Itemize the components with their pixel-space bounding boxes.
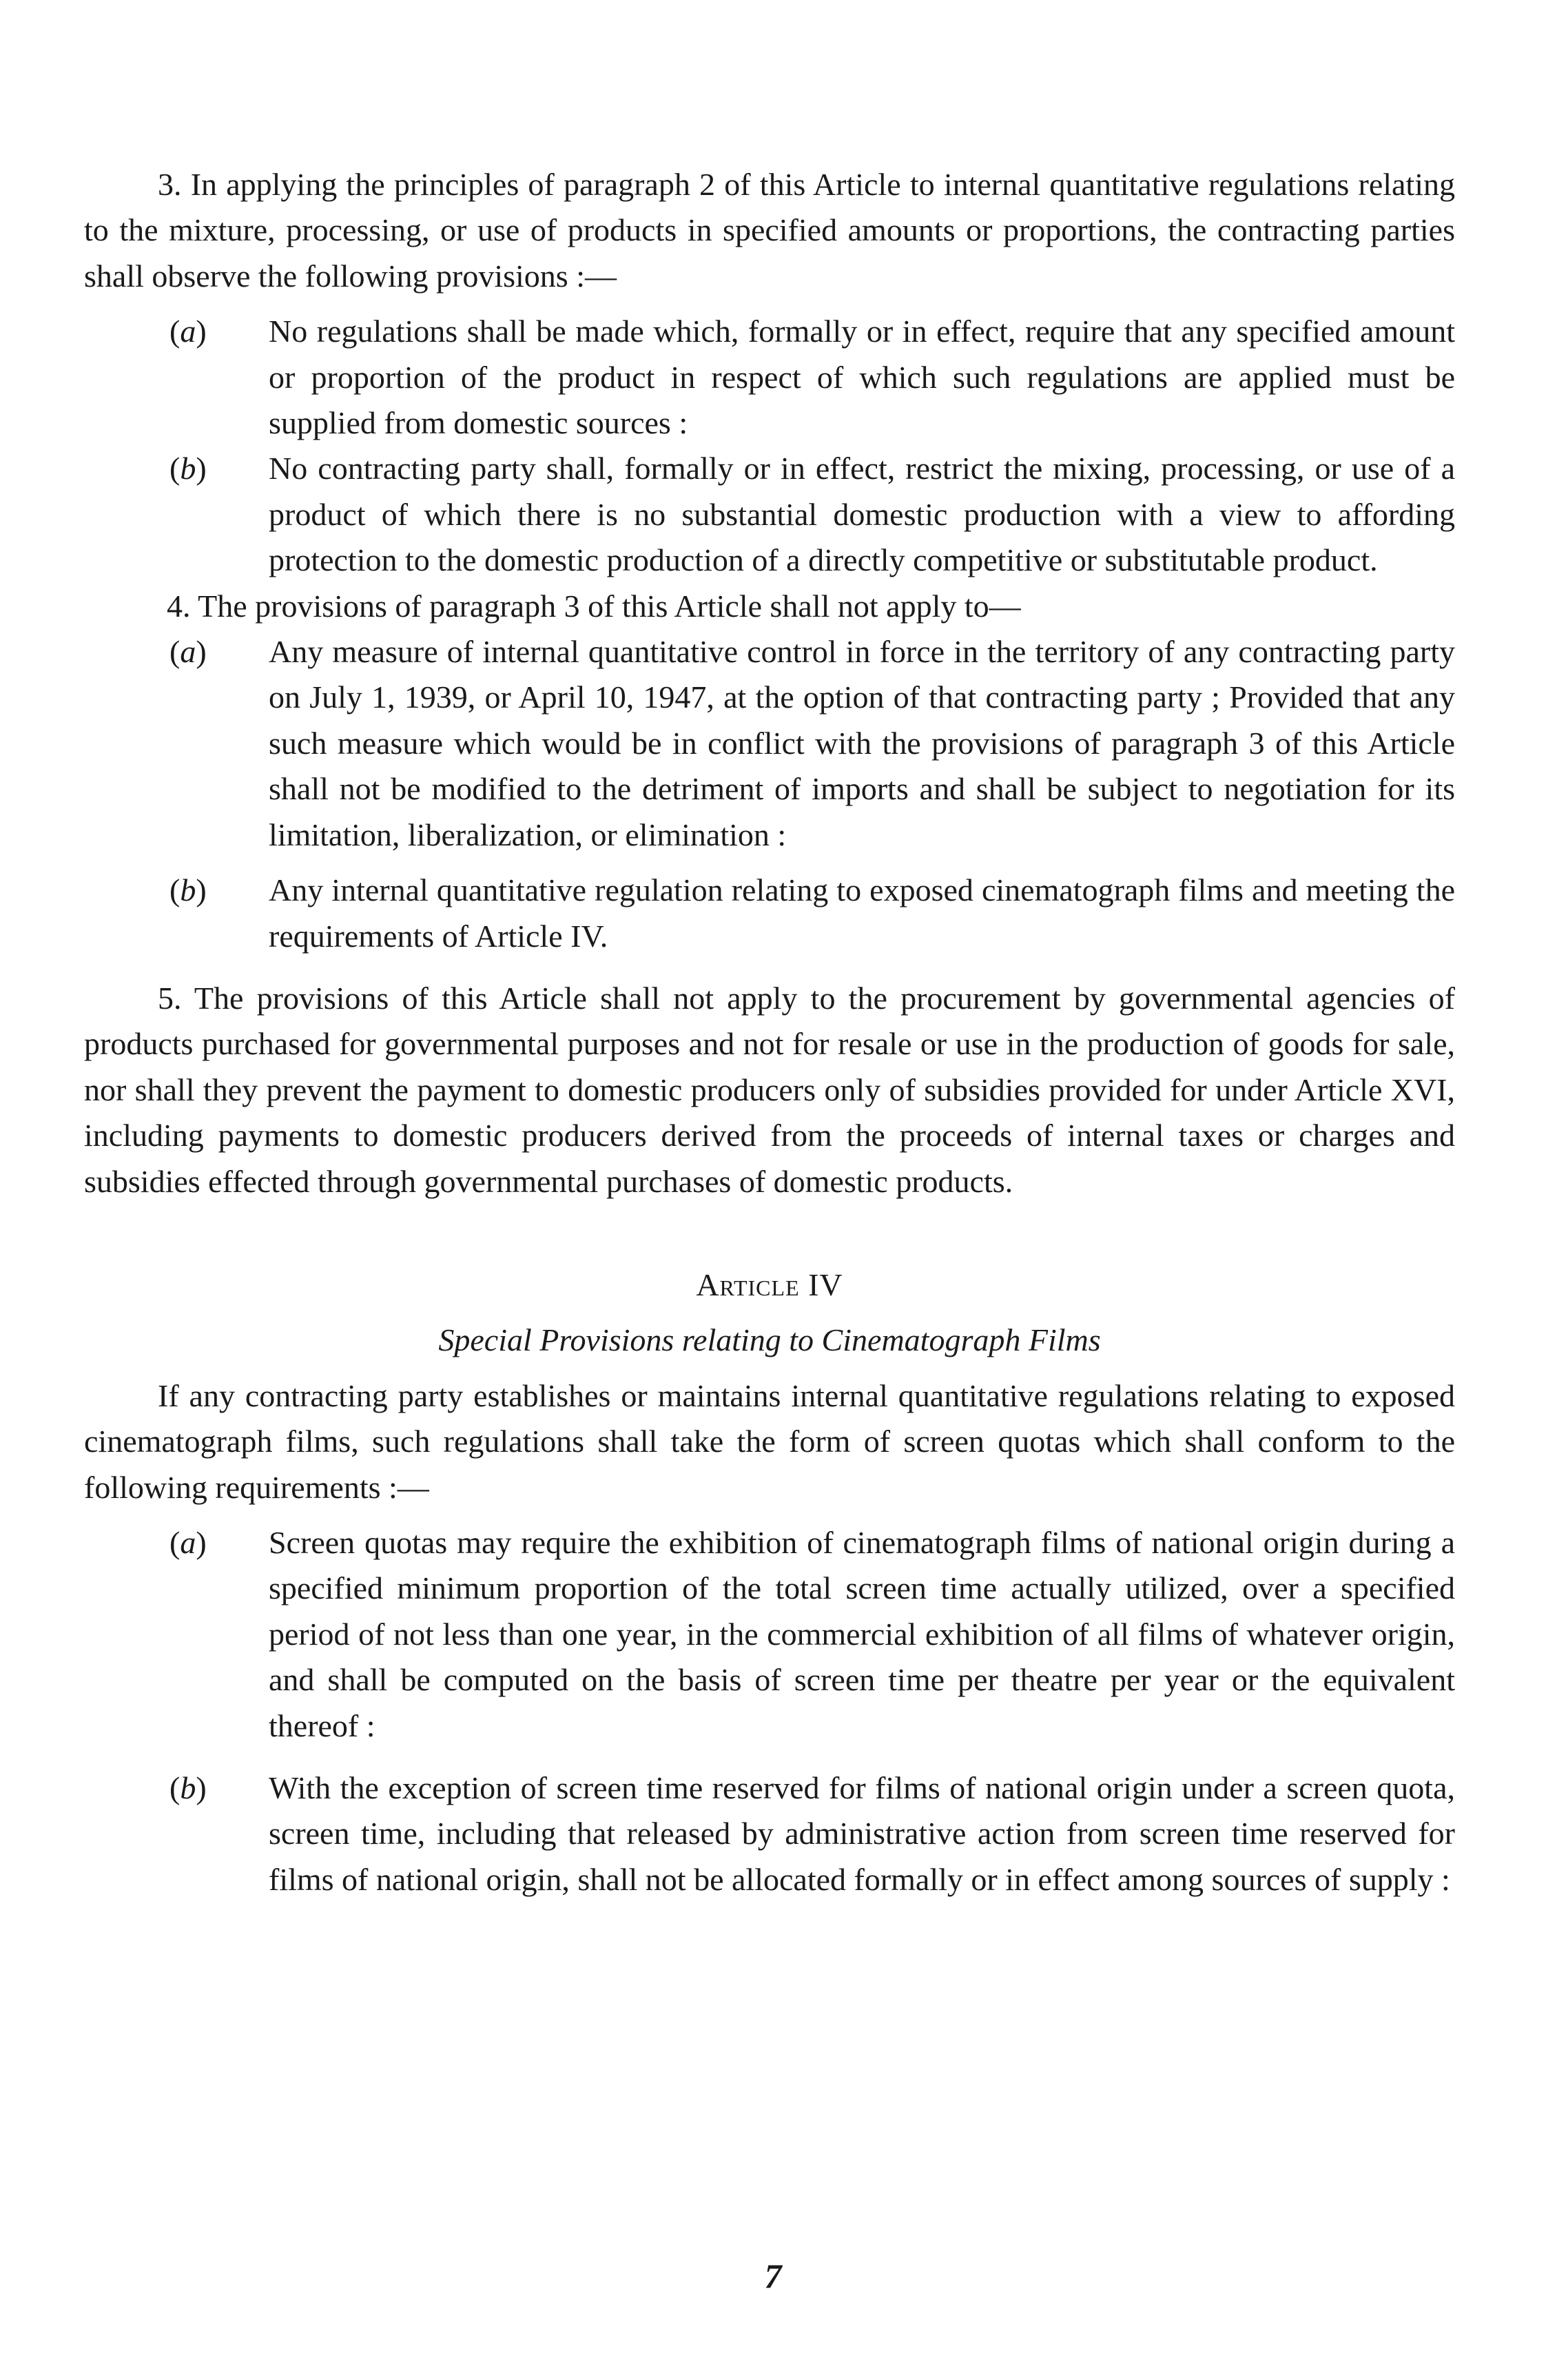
item-label: (a) bbox=[169, 1524, 207, 1560]
paragraph-5: 5. The provisions of this Article shall not apply to the procurement by governmental agencies of products purchased for governmental purposes and not for resale or use in the production of goods for sale, nor shall they prevent the payment to domestic producers only of subsidies provided for under Article XVI, including payments to domestic producers derived from the proceeds of internal taxes or charges and subsidies effected through governmental purchases of domestic products. bbox=[84, 980, 1455, 1199]
page-number: 7 bbox=[764, 2257, 782, 2295]
article-subtitle: Special Provisions relating to Cinematograph Films bbox=[438, 1322, 1101, 1358]
item-text: Any measure of internal quantitative control in force in the territory of any contracting party on July 1, 1939, or April 10, 1947, at the option of that contracting party ; Provided that any such measure which would be in conflict with the provisions of paragraph 3 of this Article shall not be modified to the detriment of imports and shall be subject to negotiation for its limitation, liberalization, or elimination : bbox=[269, 634, 1455, 852]
item-text: Screen quotas may require the exhibition of cinematograph films of national origin during a specified minimum proportion of the total screen time actually utilized, over a specified period of not less than one year, in the commercial exhibition of all films of whatever origin, and shall be computed on the basis of screen time per theatre per year or the equivalent thereof : bbox=[269, 1524, 1455, 1743]
paragraph-3-item-a bbox=[169, 309, 1455, 446]
article-4-item-b bbox=[169, 1765, 1455, 1902]
article-4-item-a bbox=[169, 1520, 1455, 1749]
item-text: With the exception of screen time reserved for films of national origin under a screen quota, screen time, including that released by administrative action from screen time reserved for films of national origin, shall not be allocated formally or in effect among sources of supply : bbox=[269, 1770, 1455, 1897]
document-page bbox=[84, 162, 1455, 1902]
paragraph-3-item-b bbox=[169, 446, 1455, 583]
item-label: (a) bbox=[169, 314, 207, 349]
article-4-intro: If any contracting party establishes or maintains internal quantitative regulations relating to exposed cinematograph films, such regulations shall take the form of screen quotas which shall conform to the following requirements :— bbox=[84, 1377, 1455, 1505]
item-label: (a) bbox=[169, 634, 207, 670]
item-label: (b) bbox=[169, 1770, 207, 1805]
item-text: Any internal quantitative regulation relating to exposed cinematograph films and meeting the requirements of Article IV. bbox=[269, 872, 1455, 954]
item-label: (b) bbox=[169, 872, 207, 908]
paragraph-4-item-a bbox=[169, 629, 1455, 858]
item-label: (b) bbox=[169, 451, 207, 486]
item-text: No contracting party shall, formally or in effect, restrict the mixing, processing, or use of a product of which there is no substantial domestic production with a view to affording protection to the domestic production of a directly competitive or substitutable product. bbox=[269, 451, 1455, 578]
paragraph-3: 3. In applying the principles of paragraph 2 of this Article to internal quantitative regulations relating to the mixture, processing, or use of products in specified amounts or proportions, the contracting parties shall observe the following provisions :— bbox=[84, 167, 1455, 294]
paragraph-4-item-b bbox=[169, 868, 1455, 959]
article-heading: Article IV bbox=[696, 1266, 843, 1302]
paragraph-4: 4. The provisions of paragraph 3 of this Article shall not apply to— bbox=[167, 588, 1021, 624]
item-text: No regulations shall be made which, formally or in effect, require that any specified amount or proportion of the product in respect of which such regulations are applied must be supplied from domestic sources : bbox=[269, 314, 1455, 441]
